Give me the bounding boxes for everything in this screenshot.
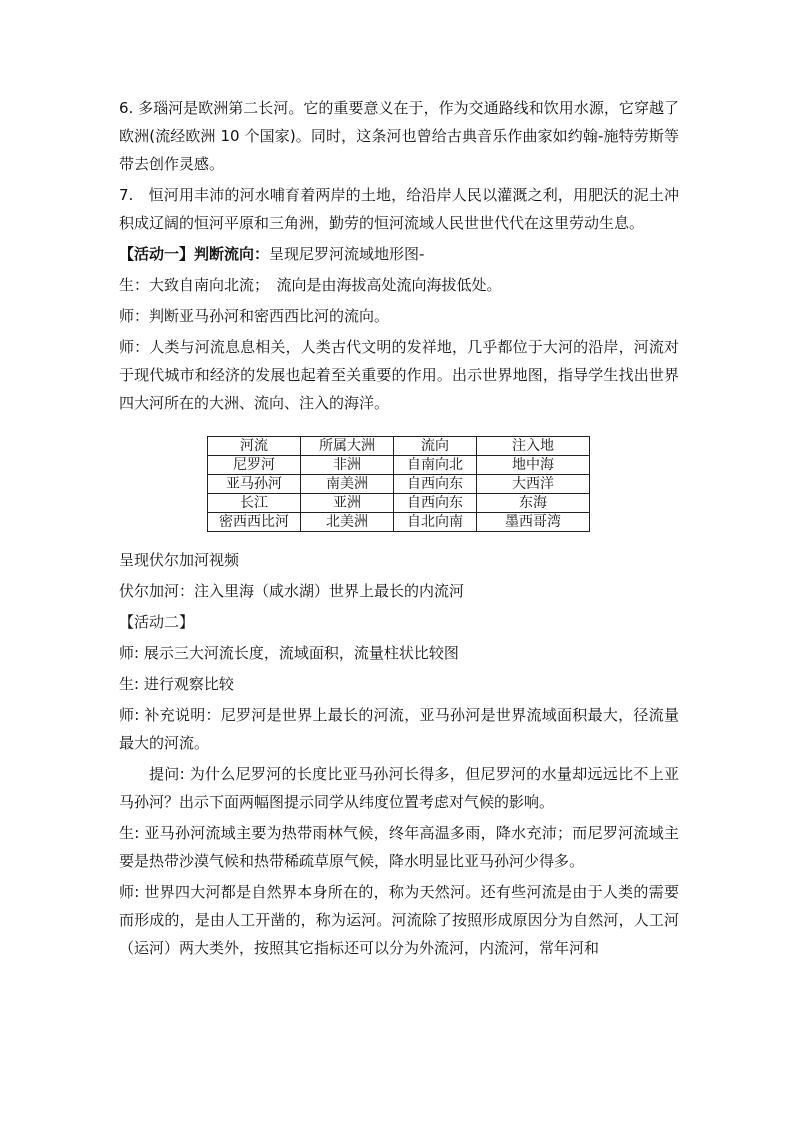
table-cell: 亚洲 bbox=[301, 494, 394, 513]
table-cell: 南美洲 bbox=[301, 475, 394, 494]
student-answer-1: 生：大致自南向北流； 流向是由海拔高处流向海拔低处。 bbox=[119, 276, 502, 294]
table-cell: 长江 bbox=[208, 494, 301, 513]
table-row bbox=[208, 513, 590, 532]
table-cell: 大西洋 bbox=[477, 475, 590, 494]
volga-note: 伏尔加河：注入里海（咸水湖）世界上最长的内流河 bbox=[119, 582, 465, 600]
table-cell: 东海 bbox=[477, 494, 590, 513]
table-header-row bbox=[208, 437, 590, 456]
activity-one-heading bbox=[119, 240, 679, 268]
table-cell: 墨西哥湾 bbox=[477, 513, 590, 532]
table-cell: 地中海 bbox=[477, 456, 590, 475]
activity-two-heading: 【活动二】 bbox=[119, 613, 195, 631]
table-cell: 尼罗河 bbox=[208, 456, 301, 475]
teacher-line-2: 师：人类与河流息息相关，人类古代文明的发祥地，几乎都位于大河的沿岸，河流对于现代城市和经济的发展也起着至关重要的作用。出示世界地图，指导学生找出世界四大河所在的大洲、流向、注入的海洋。 bbox=[119, 338, 679, 412]
table-row bbox=[208, 475, 590, 494]
table-row bbox=[208, 456, 590, 475]
rivers-table-wrapper bbox=[207, 436, 679, 532]
table-cell: 北美洲 bbox=[301, 513, 394, 532]
table-row bbox=[208, 494, 590, 513]
table-header-cell: 注入地 bbox=[477, 437, 590, 456]
paragraph-danube: 6. 多瑙河是欧洲第二长河。它的重要意义在于，作为交通路线和饮用水源，它穿越了欧洲(流经欧洲 10 个国家)。同时，这条河也曾给古典音乐作曲家如约翰-施特劳斯等带去创作灵感。 bbox=[119, 99, 679, 173]
teacher-line-4: 师: 补充说明：尼罗河是世界上最长的河流，亚马孙河是世界流域面积最大，径流量最大的河流。 bbox=[119, 706, 679, 752]
table-cell: 自西向东 bbox=[394, 494, 477, 513]
paragraph-ganges: 7. 恒河用丰沛的河水哺育着两岸的土地，给沿岸人民以灌溉之利，用肥沃的泥土冲积成辽阔的恒河平原和三角洲，勤劳的恒河流域人民世世代代在这里劳动生息。 bbox=[119, 186, 679, 232]
table-cell: 亚马孙河 bbox=[208, 475, 301, 494]
table-header-cell: 河流 bbox=[208, 437, 301, 456]
teacher-line-3: 师: 展示三大河流长度，流域面积，流量柱状比较图 bbox=[119, 644, 459, 662]
student-answer-2: 生: 进行观察比较 bbox=[119, 675, 234, 693]
table-cell: 非洲 bbox=[301, 456, 394, 475]
rivers-table bbox=[207, 436, 590, 532]
document-body bbox=[119, 94, 679, 965]
activity-one-text: 呈现尼罗河流域地形图- bbox=[269, 245, 425, 263]
table-cell: 自北向南 bbox=[394, 513, 477, 532]
table-cell: 自西向东 bbox=[394, 475, 477, 494]
table-header-cell: 流向 bbox=[394, 437, 477, 456]
question-paragraph: 提问: 为什么尼罗河的长度比亚马孙河长得多，但尼罗河的水量却远远比不上亚马孙河？出示下面两幅图提示同学从纬度位置考虑对气候的影响。 bbox=[119, 765, 679, 811]
teacher-line-1: 师：判断亚马孙河和密西西比河的流向。 bbox=[119, 307, 390, 325]
table-cell: 自南向北 bbox=[394, 456, 477, 475]
table-header-cell: 所属大洲 bbox=[301, 437, 394, 456]
table-cell: 密西西比河 bbox=[208, 513, 301, 532]
video-note: 呈现伏尔加河视频 bbox=[119, 551, 240, 569]
teacher-line-5: 师: 世界四大河都是自然界本身所在的，称为天然河。还有些河流是由于人类的需要而形成的，是由人工开凿的，称为运河。河流除了按照形成原因分为自然河，人工河（运河）两大类外，按照其它指标还可以分为外流河，内流河，常年河和 bbox=[119, 883, 679, 957]
student-answer-3: 生: 亚马孙河流域主要为热带雨林气候，终年高温多雨，降水充沛；而尼罗河流域主要是热带沙漠气候和热带稀疏草原气候，降水明显比亚马孙河少得多。 bbox=[119, 824, 679, 870]
activity-one-title: 【活动一】判断流向： bbox=[119, 245, 270, 263]
